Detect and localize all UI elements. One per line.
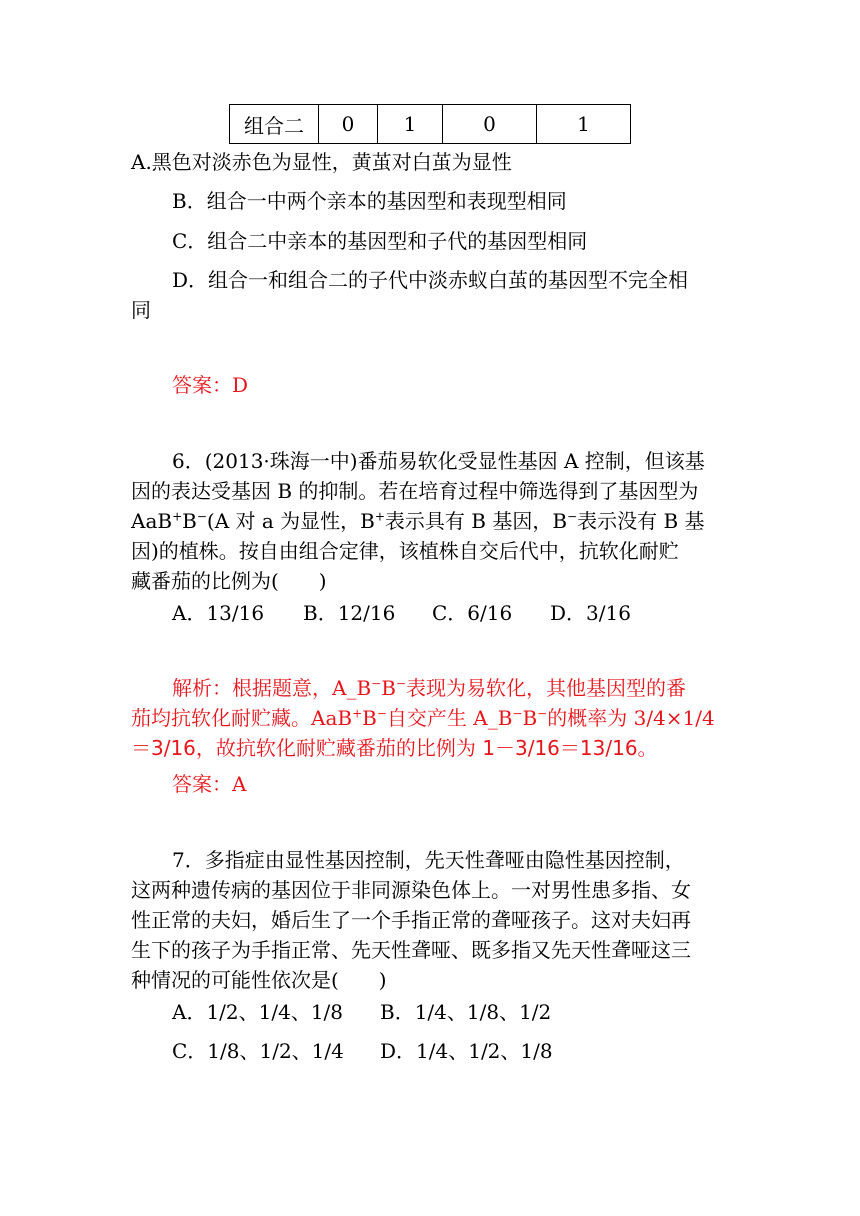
q6-stem-line2: 因的表达受基因 B 的抑制。若在培育过程中筛选得到了基因型为 [131,479,699,503]
table-row-label: 组合二 [230,105,319,144]
q6-option-d: D．3/16 [550,601,631,625]
q6-analysis-line2: 茄均抗软化耐贮藏。AaB+B−自交产生 A_B−B−的概率为 3/4×1/4 [131,706,715,730]
q7-stem-line1: 7．多指症由显性基因控制，先天性聋哑由隐性基因控制， [172,848,685,872]
q5-answer [172,369,248,398]
q6-option-b: B．12/16 [303,601,396,625]
table-row [230,105,631,144]
q6-stem-line1: 6．(2013·珠海一中)番茄易软化受显性基因 A 控制，但该基 [172,449,705,473]
q6-stem-line5: 藏番茄的比例为( ) [131,569,327,593]
q6-analysis-line3: ＝3/16，故抗软化耐贮藏番茄的比例为 1－3/16＝13/16。 [131,736,658,760]
q7-stem-line2: 这两种遗传病的基因位于非同源染色体上。一对男性患多指、女 [131,878,691,902]
answer-label: 答案： [172,772,232,796]
q5-option-c: C．组合二中亲本的基因型和子代的基因型相同 [172,229,588,253]
table-cell: 1 [537,105,631,144]
q7-option-c: C．1/8、1/2、1/4 [172,1039,344,1063]
q6-option-a: A．13/16 [172,601,265,625]
q7-stem-line5: 种情况的可能性依次是( ) [131,968,387,992]
q6-stem-line4: 因)的植株。按自由组合定律，该植株自交后代中，抗软化耐贮 [131,539,679,563]
table-cell: 0 [319,105,378,144]
q5-option-d-cont: 同 [131,298,151,322]
table-cell: 0 [443,105,537,144]
table-cell: 1 [378,105,443,144]
q7-option-d: D．1/4、1/2、1/8 [380,1039,553,1063]
q6-option-c: C．6/16 [432,601,513,625]
q7-option-b: B．1/4、1/8、1/2 [380,1000,552,1024]
q6-answer [172,768,246,797]
q6-analysis-line1: 解析：根据题意，A_B−B−表现为易软化，其他基因型的番 [172,676,686,700]
q7-stem-line3: 性正常的夫妇，婚后生了一个手指正常的聋哑孩子。这对夫妇再 [131,908,691,932]
q5-option-d: D．组合一和组合二的子代中淡赤蚁白茧的基因型不完全相 [172,268,689,292]
q5-option-b: B．组合一中两个亲本的基因型和表现型相同 [172,189,567,213]
q5-option-a: A.黑色对淡赤色为显性，黄茧对白茧为显性 [131,150,512,174]
genotype-table [229,104,631,144]
answer-label: 答案： [172,373,232,397]
q7-option-a: A．1/2、1/4、1/8 [172,1000,344,1024]
answer-value: A [232,772,247,796]
answer-value: D [232,373,249,397]
q6-stem-line3: AaB+B−(A 对 a 为显性，B+表示具有 B 基因，B−表示没有 B 基 [131,509,705,533]
q7-stem-line4: 生下的孩子为手指正常、先天性聋哑、既多指又先天性聋哑这三 [131,938,691,962]
